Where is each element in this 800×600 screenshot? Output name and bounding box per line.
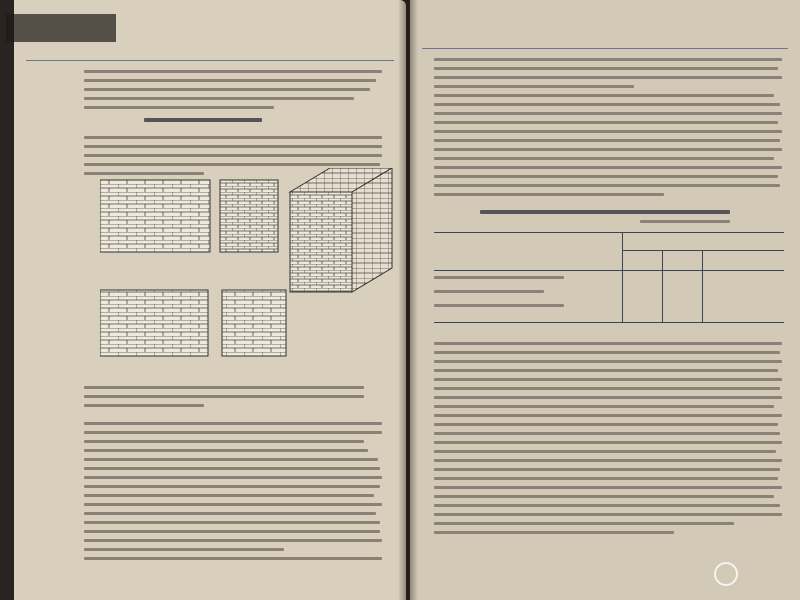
table-row xyxy=(434,304,564,324)
figure-caption xyxy=(84,386,374,413)
table-title xyxy=(480,210,740,229)
left-text-block-top xyxy=(84,70,384,115)
right-page xyxy=(410,0,800,600)
book-gutter xyxy=(398,0,418,600)
figure-panel-c xyxy=(100,290,208,356)
right-text-block-top xyxy=(434,58,784,202)
left-page xyxy=(14,0,406,600)
marketplace-badge-icon xyxy=(712,556,792,592)
figure-panel-a xyxy=(100,180,210,252)
right-text-block-body xyxy=(434,342,784,540)
curing-table xyxy=(434,232,784,324)
site-watermark xyxy=(6,14,116,42)
left-text-block-body xyxy=(84,422,384,566)
section-heading xyxy=(144,118,264,128)
figure-panel-b xyxy=(290,168,392,292)
brick-bonding-figure xyxy=(100,168,400,458)
right-head-rule xyxy=(422,48,788,49)
left-head-rule xyxy=(26,60,394,61)
figure-panel-d xyxy=(222,290,286,356)
